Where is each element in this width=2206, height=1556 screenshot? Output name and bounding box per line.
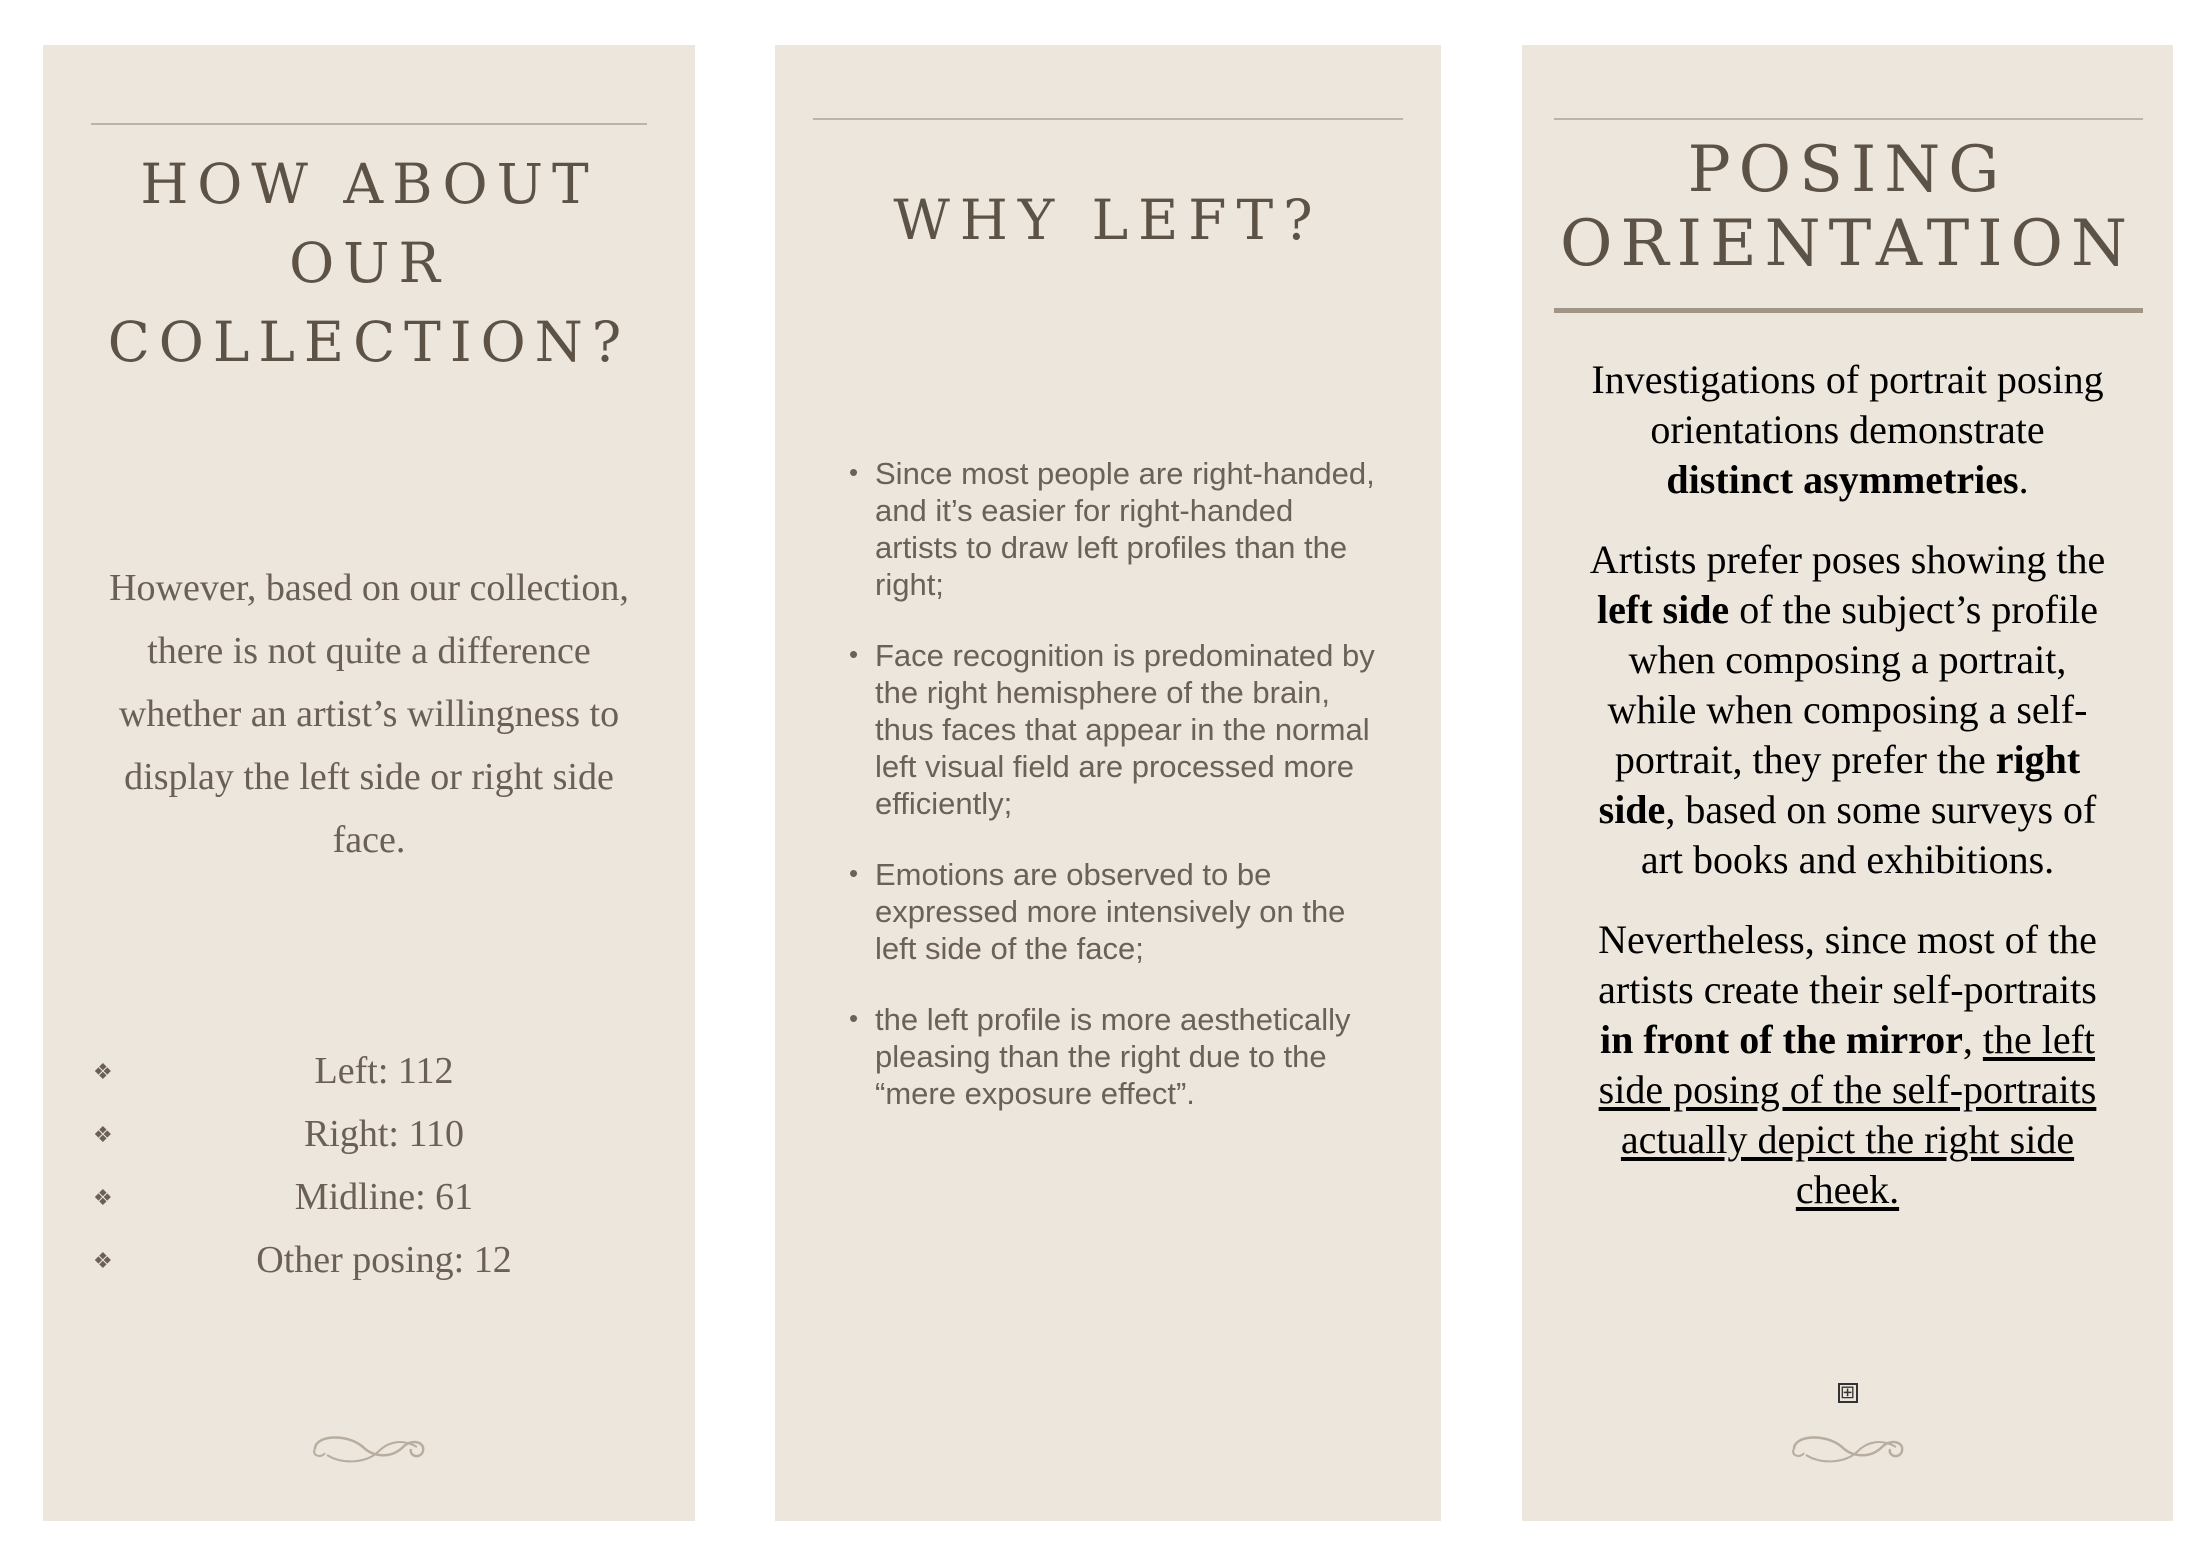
scroll-flourish-icon [307,1425,431,1471]
stat-other: Other posing: 12 [256,1239,512,1281]
panel-heading: HOW ABOUT OUR COLLECTION? [107,152,631,374]
top-divider [813,118,1403,120]
panel-heading: WHY LEFT? [893,188,1323,252]
list-item: • Face recognition is predominated by the right hemisphere of the brain, thus faces that appear in the normal left visual field are processed more efficiently; [845,637,1381,822]
scroll-flourish-icon [1786,1425,1910,1471]
list-item [43,1103,695,1166]
list-item [43,1229,695,1292]
stat-right: Right: 110 [303,1113,465,1155]
diamond-cluster-icon: ❖ [93,1185,113,1210]
stats-list [43,1040,695,1292]
diamond-cluster-icon: ❖ [93,1059,113,1084]
panel-why-left [775,45,1441,1521]
panel-collection [43,45,695,1521]
list-item: • Since most people are right-handed, and it’s easier for right-handed artists to draw left profiles than the right; [845,455,1381,603]
stat-left: Left: 112 [314,1050,454,1092]
stat-midline: Midline: 61 [294,1176,474,1218]
posing-paragraph-1: Investigations of portrait posing orientations demonstrate distinct asymmetries. [1591,357,2104,502]
top-divider [91,123,647,125]
list-item [43,1040,695,1103]
diamond-cluster-icon: ❖ [93,1122,113,1147]
posing-text [1582,355,2113,1245]
object-anchor-icon[interactable]: ⊞ [1838,1383,1858,1403]
heading-line-1: POSING [1687,133,2008,207]
posing-paragraph-2: Artists prefer poses showing the left side of the subject’s profile when composing a portrait, while when composing a self-portrait, they prefer the right side, based on some surveys of art books and exhibitions. [1589,537,2106,882]
panel-heading [1522,133,2173,281]
heading-underline [1554,308,2143,313]
list-item [43,1166,695,1229]
heading-line-2: ORIENTATION [1560,207,2135,281]
reasons-list [845,455,1381,1146]
list-item: • the left profile is more aesthetically pleasing than the right due to the “mere exposure effect”. [845,1001,1381,1112]
panel-posing-orientation [1522,45,2173,1521]
list-item: • Emotions are observed to be expressed more intensively on the left side of the face; [845,856,1381,967]
top-divider [1554,118,2143,120]
diamond-cluster-icon: ❖ [93,1248,113,1273]
posing-paragraph-3: Nevertheless, since most of the artists create their self-portraits in front of the mirror, the left side posing of the self-portraits actually depict the right side cheek. [1598,917,2097,1212]
collection-paragraph: However, based on our collection, there is not quite a difference whether an artist’s willingness to display the left side or right side face. [109,567,629,861]
